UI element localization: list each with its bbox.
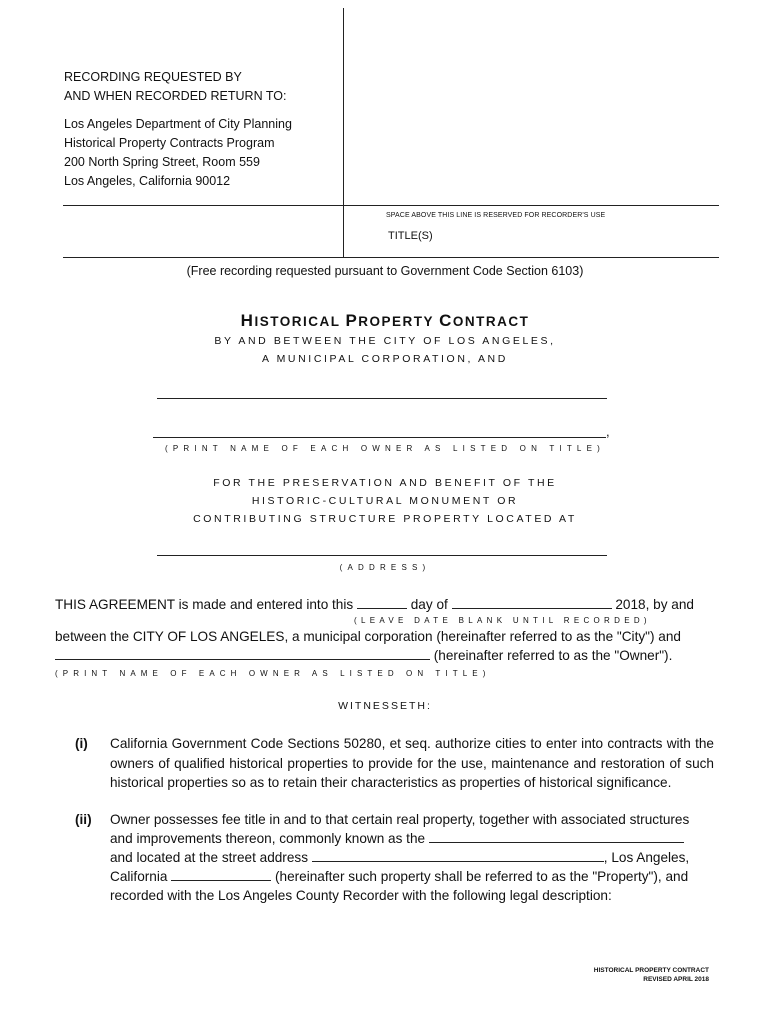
return-address-line: Los Angeles, California 90012 [64, 174, 231, 188]
street-address-text: and located at the street address [110, 850, 308, 865]
recorder-line [63, 205, 719, 206]
street-address-blank[interactable] [312, 849, 604, 862]
title-line [63, 257, 719, 258]
property-referred-text: (hereinafter such property shall be referred to as the "Property"), and [274, 869, 689, 884]
footer-line-2: REVISED APRIL 2018 [643, 976, 709, 983]
title-cap: H [240, 311, 255, 330]
property-address-line[interactable] [157, 555, 607, 556]
address-label: (ADDRESS) [339, 563, 431, 572]
agreement-line-1 [55, 595, 715, 615]
owner-comma: , [606, 424, 610, 439]
print-name-label-2: (PRINT NAME OF EACH OWNER AS LISTED ON TITLE) [55, 669, 491, 678]
preservation-line-3: CONTRIBUTING STRUCTURE PROPERTY LOCATED AT [193, 513, 577, 525]
california-text: California [110, 869, 168, 884]
return-address-line: Los Angeles Department of City Planning [64, 117, 292, 131]
contract-between [80, 332, 690, 368]
recital-ii-line-4 [110, 867, 720, 887]
witnesseth-heading: WITNESSETH: [338, 700, 432, 712]
title-cap: P [345, 311, 359, 330]
recording-line-1: RECORDING REQUESTED BY [64, 70, 242, 84]
recital-ii-line-1: Owner possesses fee title in and to that certain real property, together with associated structures [110, 812, 690, 827]
title-cap: C [439, 311, 453, 330]
recital-ii-line-3 [110, 848, 720, 868]
title-part: ISTORICAL [254, 314, 346, 329]
leave-date-blank-label: (LEAVE DATE BLANK UNTIL RECORDED) [354, 616, 651, 625]
contract-title [80, 311, 690, 331]
between-line-2: A MUNICIPAL CORPORATION, AND [262, 353, 508, 365]
owner-name-line-1[interactable] [157, 398, 607, 399]
recording-line-2: AND WHEN RECORDED RETURN TO: [64, 89, 287, 103]
preservation-line-2: HISTORIC-CULTURAL MONUMENT OR [251, 495, 519, 507]
title-part: ONTRACT [452, 314, 530, 329]
month-blank[interactable] [452, 596, 612, 609]
return-address-line: Historical Property Contracts Program [64, 136, 275, 150]
print-name-label: (PRINT NAME OF EACH OWNER AS LISTED ON TITLE) [165, 444, 605, 453]
recital-text: California Government Code Sections 50280, et seq. authorize cities to enter into contracts with the owners of qualified historical properties to provide for the use, maintenance and restoration of such historical properties so as to retain their characteristics as properties of historical significance. [110, 736, 714, 790]
day-blank[interactable] [357, 596, 407, 609]
recital-number: (ii) [75, 812, 92, 827]
agreement-part1: THIS AGREEMENT is made and entered into this [55, 597, 354, 612]
titles-label: TITLE(S) [388, 230, 433, 242]
zip-blank[interactable] [171, 868, 271, 881]
recital-ii-line-5: recorded with the Los Angeles County Recorder with the following legal description: [110, 888, 612, 903]
recorder-note: SPACE ABOVE THIS LINE IS RESERVED FOR RECORDER'S USE [386, 212, 606, 219]
owner-name-blank[interactable] [55, 647, 430, 660]
title-part: ROPERTY [358, 314, 440, 329]
return-address-block [64, 115, 339, 191]
page-footer [500, 966, 709, 984]
owner-name-line-2[interactable] [153, 437, 606, 438]
recital-number: (i) [75, 736, 88, 751]
between-line-1: BY AND BETWEEN THE CITY OF LOS ANGELES, [214, 335, 556, 347]
owner-referred-text: (hereinafter referred to as the "Owner"). [433, 648, 673, 663]
preservation-line-1: FOR THE PRESERVATION AND BENEFIT OF THE [213, 477, 557, 489]
day-of-text: day of [410, 597, 448, 612]
property-name-blank[interactable] [429, 830, 684, 843]
los-angeles-text: , Los Angeles, [603, 850, 690, 865]
free-recording-note: (Free recording requested pursuant to Government Code Section 6103) [186, 264, 584, 278]
agreement-line-3 [55, 646, 715, 666]
agreement-line-2: between the CITY OF LOS ANGELES, a municipal corporation (hereinafter referred to as the "City") and [55, 629, 681, 644]
commonly-known-text: and improvements thereon, commonly known as the [110, 831, 426, 846]
recital-ii-line-2 [110, 829, 720, 849]
year-text: 2018, by and [615, 597, 694, 612]
preservation-block [80, 474, 690, 528]
return-address-line: 200 North Spring Street, Room 559 [64, 155, 260, 169]
header-divider-vertical [343, 8, 344, 258]
footer-line-1: HISTORICAL PROPERTY CONTRACT [593, 967, 709, 974]
recording-requested-block [64, 68, 334, 106]
